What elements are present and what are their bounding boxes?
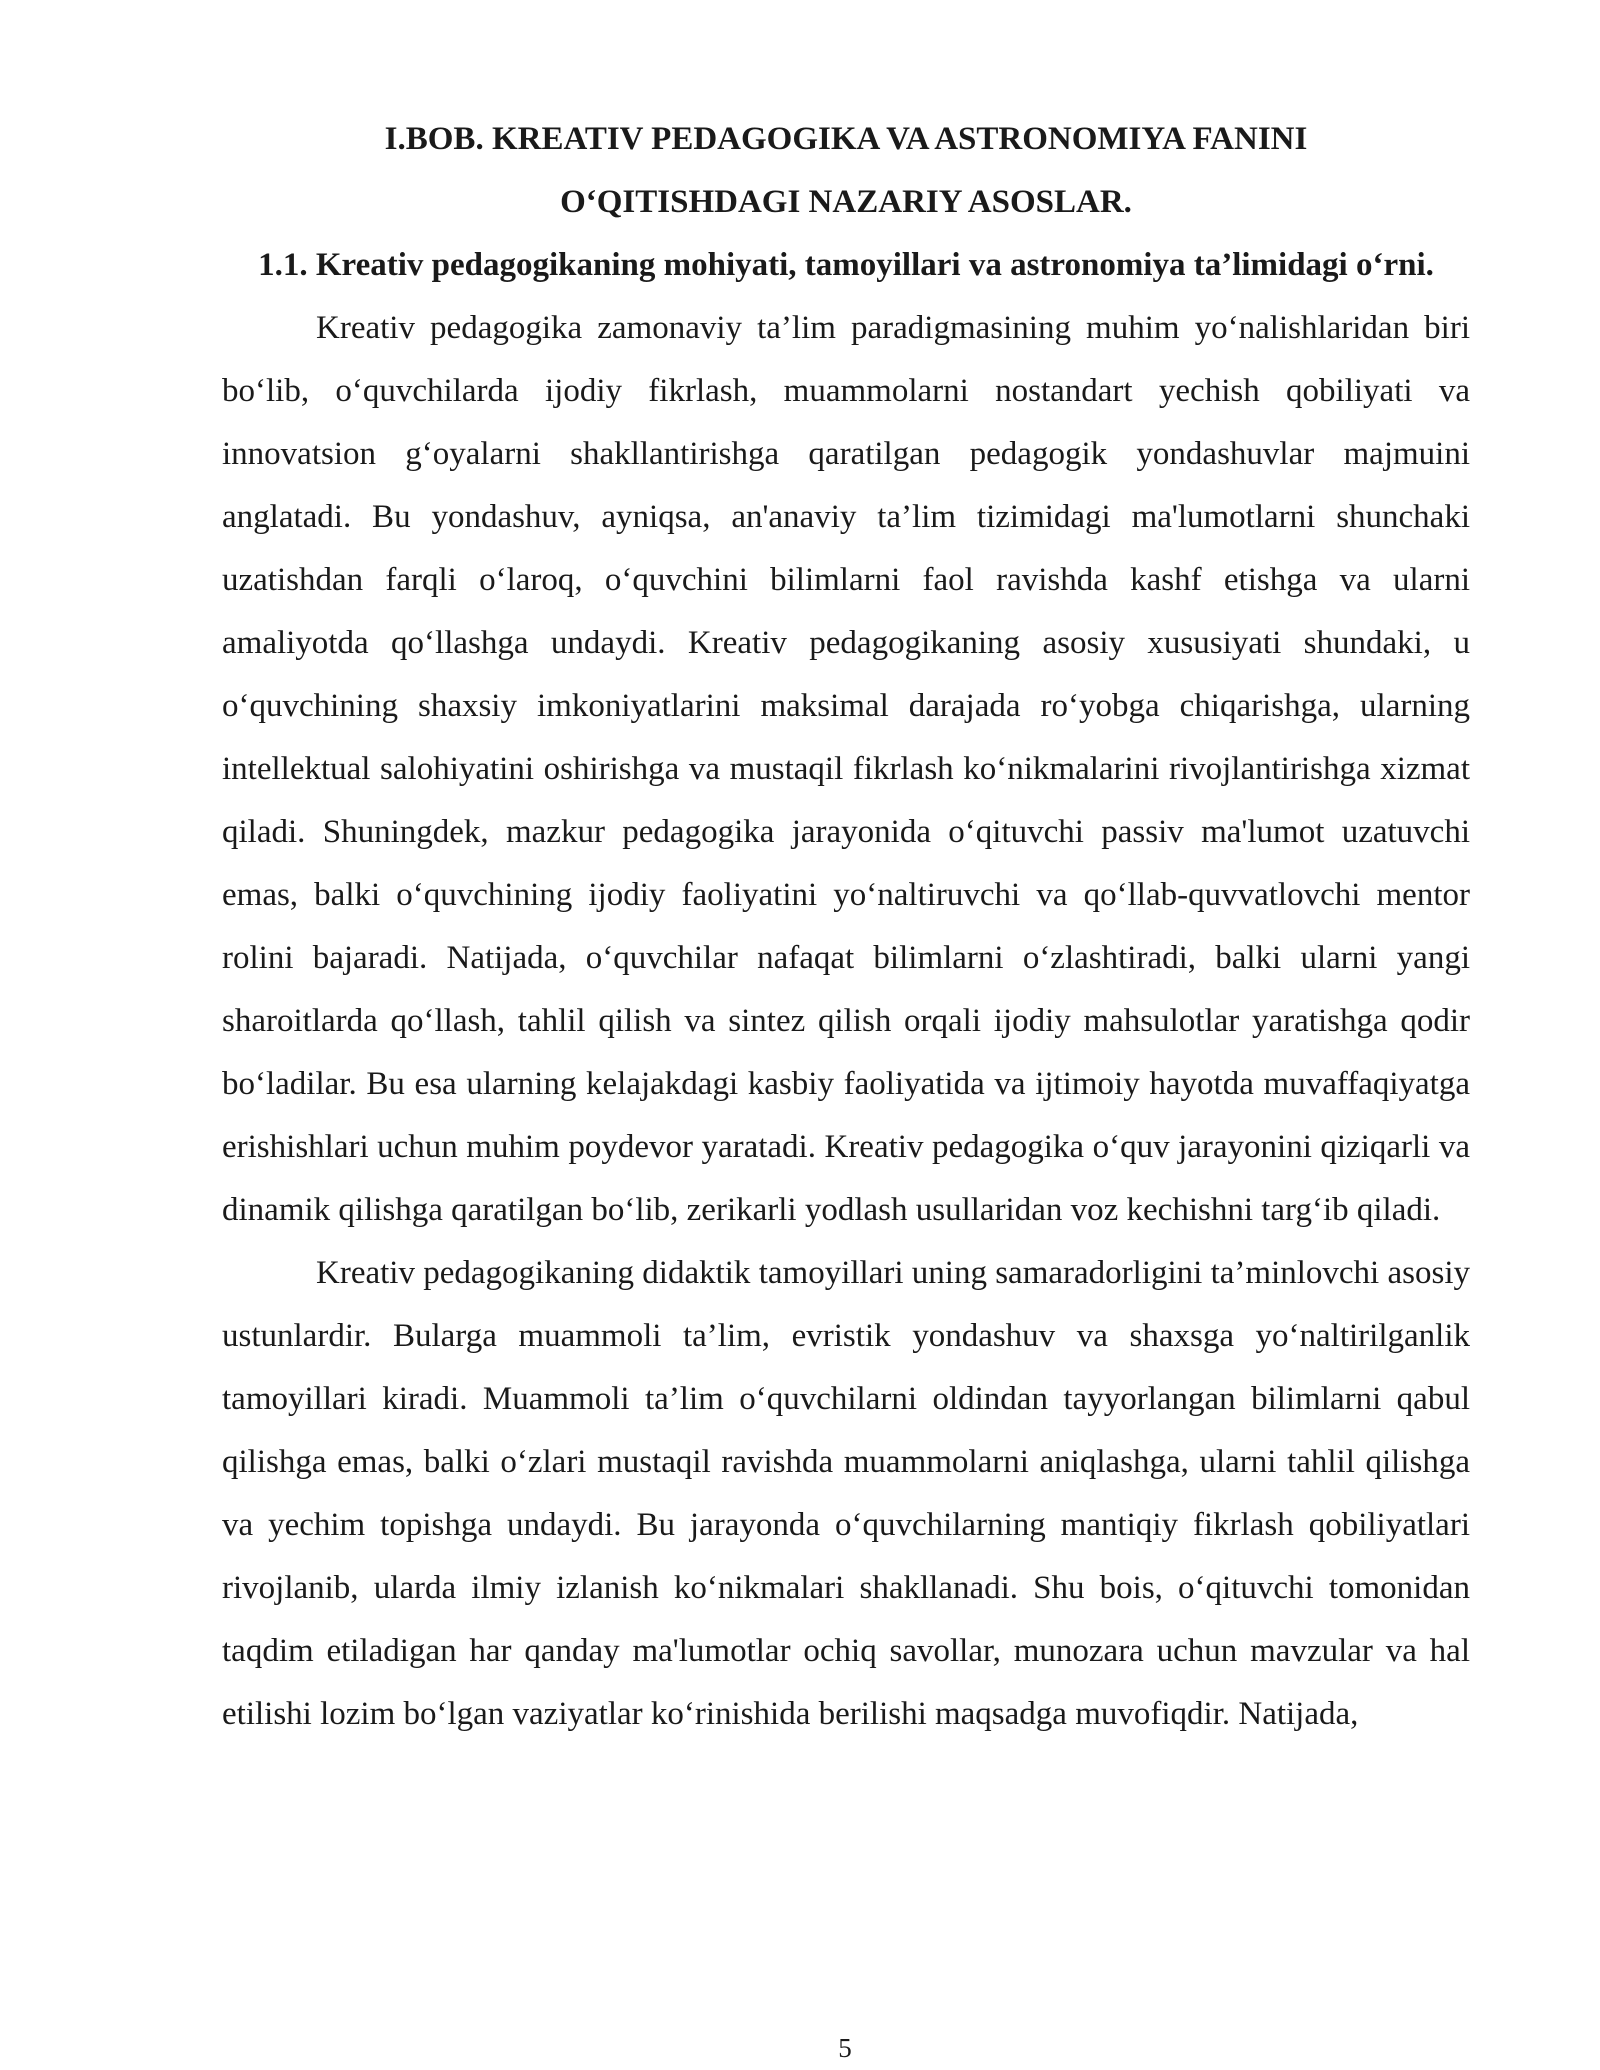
chapter-title-line-1: I.BOB. KREATIV PEDAGOGIKA VA ASTRONOMIYA FANINI [384,121,1308,157]
chapter-title-line-2: O‘QITISHDAGI NAZARIY ASOSLAR. [560,184,1132,220]
body-paragraph-1: Kreativ pedagogika zamonaviy ta’lim paradigmasining muhim yo‘nalishlaridan biri bo‘lib, o‘quvchilarda ijodiy fikrlash, muammolarni nostandart yechish qobiliyati va innovatsion g‘oyalarni shakllantirishga qaratilgan pedagogik yondashuvlar majmuini anglatadi. Bu yondashuv, ayniqsa, an'anaviy ta’lim tizimidagi ma'lumotlarni shunchaki uzatishdan farqli o‘laroq, o‘quvchini bilimlarni faol ravishda kashf etishga va ularni amaliyotda qo‘llashga undaydi. Kreativ pedagogikaning asosiy xususiyati shundaki, u o‘quvchining shaxsiy imkoniyatlarini maksimal darajada ro‘yobga chiqarishga, ularning intellektual salohiyatini oshirishga va mustaqil fikrlash ko‘nikmalarini rivojlantirishga xizmat qiladi. Shuningdek, mazkur pedagogika jarayonida o‘qituvchi passiv ma'lumot uzatuvchi emas, balki o‘quvchining ijodiy faoliyatini yo‘naltiruvchi va qo‘llab-quvvatlovchi mentor rolini bajaradi. Natijada, o‘quvchilar nafaqat bilimlarni o‘zlashtiradi, balki ularni yangi sharoitlarda qo‘llash, tahlil qilish va sintez qilish orqali ijodiy mahsulotlar yaratishga qodir bo‘ladilar. Bu esa ularning kelajakdagi kasbiy faoliyatida va ijtimoiy hayotda muvaffaqiyatga erishishlari uchun muhim poydevor yaratadi. Kreativ pedagogika o‘quv jarayonini qiziqarli va dinamik qilishga qaratilgan bo‘lib, zerikarli yodlash usullaridan voz kechishni targ‘ib qiladi. [222,310,1470,1228]
section-title: 1.1. Kreativ pedagogikaning mohiyati, tamoyillari va astronomiya ta’limidagi o‘rni. [258,247,1434,283]
page-number: 5 [838,2033,852,2063]
body-paragraph-2: Kreativ pedagogikaning didaktik tamoyillari uning samaradorligini ta’minlovchi asosiy ustunlardir. Bularga muammoli ta’lim, evristik yondashuv va shaxsga yo‘naltirilganlik tamoyillari kiradi. Muammoli ta’lim o‘quvchilarni oldindan tayyorlangan bilimlarni qabul qilishga emas, balki o‘zlari mustaqil ravishda muammolarni aniqlashga, ularni tahlil qilishga va yechim topishga undaydi. Bu jarayonda o‘quvchilarning mantiqiy fikrlash qobiliyatlari rivojlanib, ularda ilmiy izlanish ko‘nikmalari shakllanadi. Shu bois, o‘qituvchi tomonidan taqdim etiladigan har qanday ma'lumotlar ochiq savollar, munozara uchun mavzular va hal etilishi lozim bo‘lgan vaziyatlar ko‘rinishida berilishi maqsadga muvofiqdir. Natijada, [222,1255,1470,1732]
document-page [222,108,1470,1746]
